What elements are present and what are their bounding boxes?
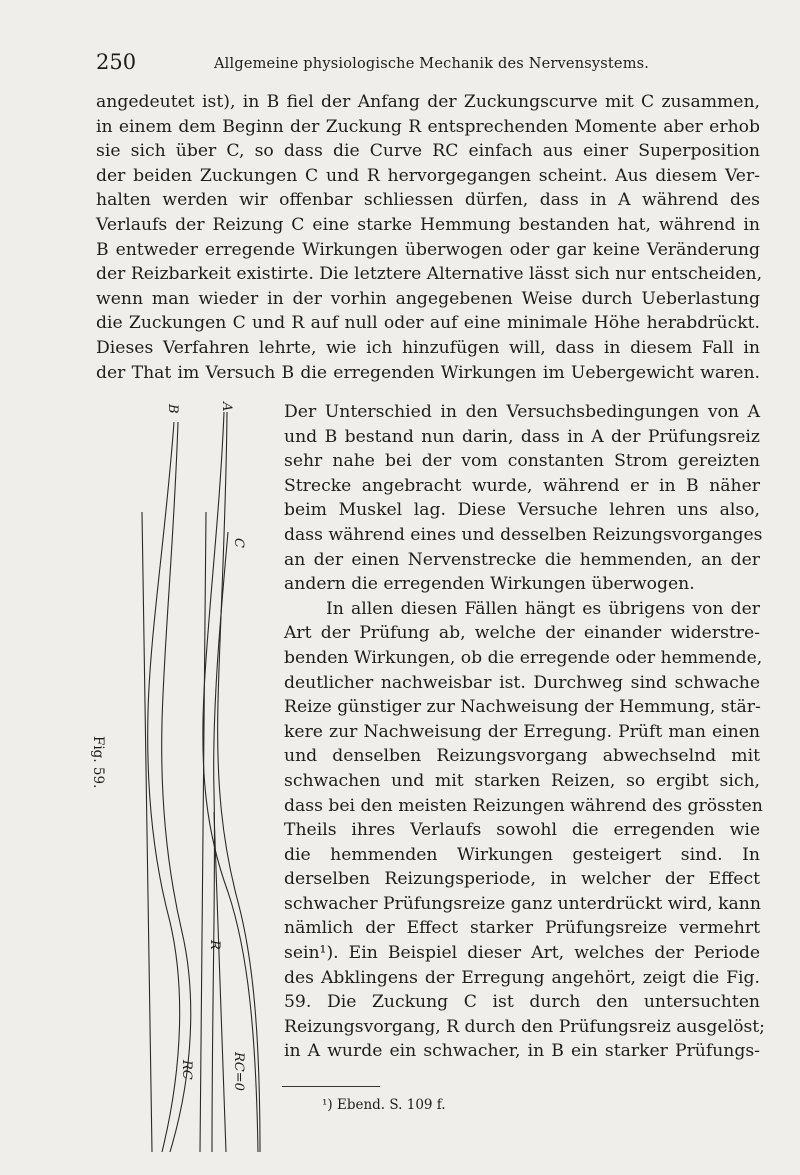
text-line: deutlicher nachweisbar ist. Durchweg sind schwache xyxy=(284,672,760,693)
figure-caption: Fig. 59. xyxy=(90,736,106,789)
text-line: der That im Versuch B die erregenden Wirkungen im Uebergewicht waren. xyxy=(96,362,760,383)
column-paragraph xyxy=(284,400,765,1064)
text-line: sie sich über C, so dass die Curve RC einfach aus einer Superposition xyxy=(96,141,760,162)
page-number: 250 xyxy=(96,50,137,74)
curve-a-outer xyxy=(203,412,258,1152)
figure-59 xyxy=(108,392,273,1162)
baseline-left xyxy=(142,512,152,1152)
text-line: sehr nahe bei der vom constanten Strom gereizten xyxy=(284,451,760,472)
full-width-paragraph xyxy=(96,90,763,385)
text-line: Art der Prüfung ab, welche der einander widerstre- xyxy=(284,623,760,644)
text-line: kere zur Nachweisung der Erregung. Prüft man einen xyxy=(284,721,760,742)
text-line: schwachen und mit starken Reizen, so ergibt sich, xyxy=(284,770,760,791)
text-line: Reize günstiger zur Nachweisung der Hemmung, stär- xyxy=(284,697,761,718)
curve-r xyxy=(214,812,226,1152)
footnote-divider xyxy=(282,1086,380,1087)
text-line: angedeutet ist), in B fiel der Anfang der Zuckungscurve mit C zusammen, xyxy=(96,92,760,112)
curve-label-a: A xyxy=(219,402,234,412)
curve-label-b: B xyxy=(165,404,180,414)
curve-label-r: R xyxy=(207,940,222,950)
text-line: wenn man wieder in der vorhin angegebenen Weise durch Ueberlastung xyxy=(96,288,760,309)
text-line: in A wurde ein schwacher, in B ein starker Prüfungs- xyxy=(284,1041,760,1062)
text-line: dass bei den meisten Reizungen während des grössten xyxy=(284,795,763,816)
text-line: in einem dem Beginn der Zuckung R entsprechenden Momente aber erhob xyxy=(96,116,760,137)
text-line: des Abklingens der Erregung angehört, zeigt die Fig. xyxy=(284,967,760,988)
text-line: nämlich der Effect starker Prüfungsreize vermehrt xyxy=(284,918,760,939)
curve-label-c: C xyxy=(231,538,246,548)
text-line: der Reizbarkeit existirte. Die letztere Alternative lässt sich nur entscheiden, xyxy=(96,264,763,285)
text-line: an der einen Nervenstrecke die hemmenden, an der xyxy=(284,549,760,570)
page-header xyxy=(96,50,760,78)
text-line: Strecke angebracht wurde, während er in B näher xyxy=(284,475,760,496)
text-line: In allen diesen Fällen hängt es übrigens von der xyxy=(326,598,760,619)
text-line: schwacher Prüfungsreize ganz unterdrückt wird, kann xyxy=(284,893,761,914)
text-line: Der Unterschied in den Versuchsbedingungen von A xyxy=(284,402,760,422)
text-line: Theils ihres Verlaufs sowohl die erregenden wie xyxy=(284,820,760,841)
text-line: andern die erregenden Wirkungen überwogen. xyxy=(284,574,695,595)
running-head: Allgemeine physiologische Mechanik des Nervensystems. xyxy=(214,56,650,72)
text-line: derselben Reizungsperiode, in welcher der Effect xyxy=(284,869,760,890)
text-line: sein¹). Ein Beispiel dieser Art, welches der Periode xyxy=(284,943,760,964)
curve-label-rc-zero: RC=0 xyxy=(231,1052,246,1091)
curve-b-inner xyxy=(162,422,191,1152)
curve-b-outer xyxy=(148,422,180,1152)
text-line: die hemmenden Wirkungen gesteigert sind. In xyxy=(284,844,760,865)
text-line: benden Wirkungen, ob die erregende oder hemmende, xyxy=(284,647,763,668)
footnote: ¹) Ebend. S. 109 f. xyxy=(322,1097,446,1113)
curve-label-rc: RC xyxy=(179,1060,194,1080)
text-line: Verlaufs der Reizung C eine starke Hemmung bestanden hat, während in xyxy=(96,214,760,235)
text-line: B entweder erregende Wirkungen überwogen oder gar keine Veränderung xyxy=(96,239,760,260)
figure-curves xyxy=(108,392,273,1162)
text-line: beim Muskel lag. Diese Versuche lehren uns also, xyxy=(284,500,760,521)
baseline-right xyxy=(200,512,206,1152)
text-line: und denselben Reizungsvorgang abwechselnd mit xyxy=(284,746,760,767)
text-line: dass während eines und desselben Reizungsvorganges xyxy=(284,524,763,545)
text-line: Dieses Verfahren lehrte, wie ich hinzufügen will, dass in diesem Fall in xyxy=(96,337,760,358)
text-line: die Zuckungen C und R auf null oder auf eine minimale Höhe herabdrückt. xyxy=(96,313,760,334)
text-line: der beiden Zuckungen C und R hervorgegangen scheint. Aus diesem Ver- xyxy=(96,165,760,186)
text-line: und B bestand nun darin, dass in A der Prüfungsreiz xyxy=(284,426,760,447)
text-line: 59. Die Zuckung C ist durch den untersuchten xyxy=(284,992,760,1013)
text-line: halten werden wir offenbar schliessen dürfen, dass in A während des xyxy=(96,190,760,211)
text-line: Reizungsvorgang, R durch den Prüfungsreiz ausgelöst; xyxy=(284,1016,765,1037)
